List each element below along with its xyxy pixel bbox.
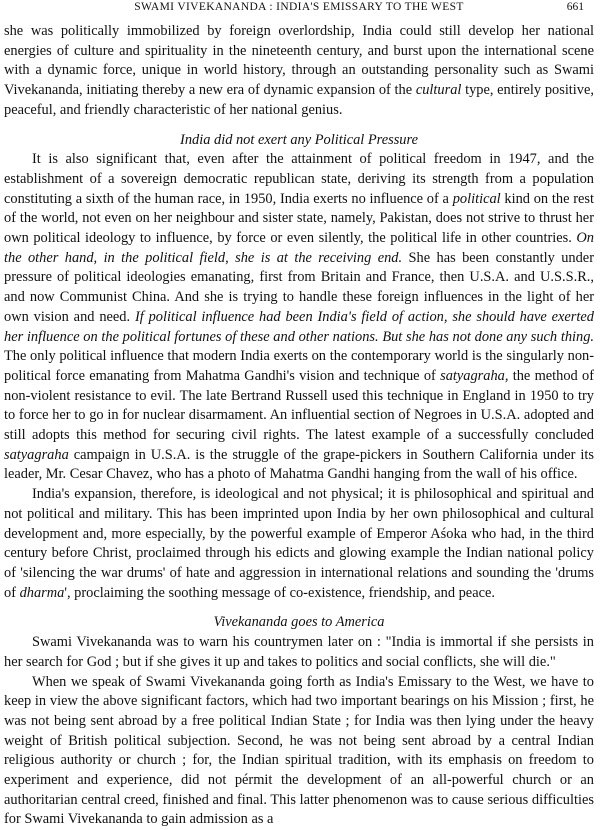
paragraph-3 <box>4 485 594 603</box>
paragraph-4 <box>4 633 594 672</box>
section-heading-goes-to-america: Vivekananda goes to America <box>4 613 594 633</box>
italic-run: cultural <box>416 82 462 98</box>
page-body <box>4 22 594 830</box>
text-run: she was politically immobilized by foreign overlordship, India could still develop her national energies of culture and spirituality in the nineteenth century, and burst upon the international scene with a dynamic force, unique in world history, through an outstanding personality such as Swami Vivekananda, initiating thereby a new era of dynamic expansion of the <box>4 23 594 98</box>
page-number: 661 <box>567 1 584 13</box>
running-head: SWAMI VIVEKANANDA : INDIA'S EMISSARY TO THE WEST <box>4 1 594 13</box>
text-run: She has been constantly under pressure of political ideologies emanating, first from Britain and France, then U.S.A. and U.S.S.R., and now Communist China. And she is trying to handle these foreign influences in the light of her own vision and need. <box>4 250 594 325</box>
italic-run: political <box>453 191 501 207</box>
paragraph-1 <box>4 22 594 121</box>
text-run: kind on the rest of the world, not even on her neighbour and sister state, namely, Pakistan, does not strive to thrust her own political ideology to influence, by force or even silently, the political life in other countries. <box>4 191 594 246</box>
text-run: ', proclaiming the soothing message of co-existence, friendship, and peace. <box>64 585 495 601</box>
text-run: the method of non-violent resistance to evil. The late Bertrand Russell used this technique in England in 1950 to try to force her to go in for nuclear disarmament. An influential section of Negroes in U.S.A. adopted and still adopts this method for securing civil rights. The latest example of a successfully concluded <box>4 368 594 443</box>
italic-run: satyagraha, <box>440 368 508 384</box>
text-run: India's expansion, therefore, is ideological and not physical; it is philosophical and spiritual and not political and military. This has been imprinted upon India by her own philosophical and cultural development and, more especially, by the powerful example of Emperor Aśoka who had, in the third century before Christ, proclaimed through his edicts and glowing example the Indian national policy of 'silencing the war drums' of hate and aggression in international relations and sounding the 'drums of <box>4 486 594 601</box>
text-run: When we speak of Swami Vivekananda going forth as India's Emissary to the West, we have to keep in view the above significant factors, which had two important bearings on his Mission ; first, he was not being sent abroad by a free political Indian State ; for India was then lying under the heavy weight of British political subjection. Second, he was not being sent abroad by a central Indian religious authority or church ; for, the Indian spiritual tradition, with its emphasis on freedom to experiment and experience, did not pérmit the development of an all-powerful church or an authoritarian central creed, finished and final. This latter phenomenon was to cause serious difficulties for Swami Vivekananda to gain admission as a <box>4 674 594 828</box>
paragraph-5 <box>4 673 594 830</box>
italic-run: satyagraha <box>4 447 69 463</box>
italic-run: If political influence had been India's field of action, she should have exerted her influence on the political fortunes of these and other nations. But she has not done any such thing. <box>4 309 594 345</box>
text-run: The only political influence that modern India exerts on the contemporary world is the singularly non-political force emanating from Mahatma Gandhi's vision and technique of <box>4 348 594 384</box>
italic-run: dharma <box>20 585 65 601</box>
paragraph-2 <box>4 150 594 485</box>
text-run: It is also significant that, even after the attainment of political freedom in 1947, and the establishment of a sovereign democratic republican state, deriving its strength from a population constituting a sixth of the human race, in 1950, India exerts no influence of a <box>4 151 594 206</box>
text-run: Swami Vivekananda was to warn his countrymen later on : "India is immortal if she persists in her search for God ; but if she gives it up and takes to politics and social conflicts, she will die." <box>4 634 594 670</box>
text-run: campaign in U.S.A. is the struggle of the grape-pickers in Southern California under its leader, Mr. Cesar Chavez, who has a photo of Mahatma Gandhi hanging from the wall of his office. <box>4 447 594 483</box>
italic-run: On the other hand, in the political field, she is at the receiving end. <box>4 230 594 266</box>
section-heading-political-pressure: India did not exert any Political Pressure <box>4 131 594 151</box>
text-run: type, entirely positive, peaceful, and friendly characteristic of her national genius. <box>4 82 594 118</box>
page-header <box>4 0 594 22</box>
